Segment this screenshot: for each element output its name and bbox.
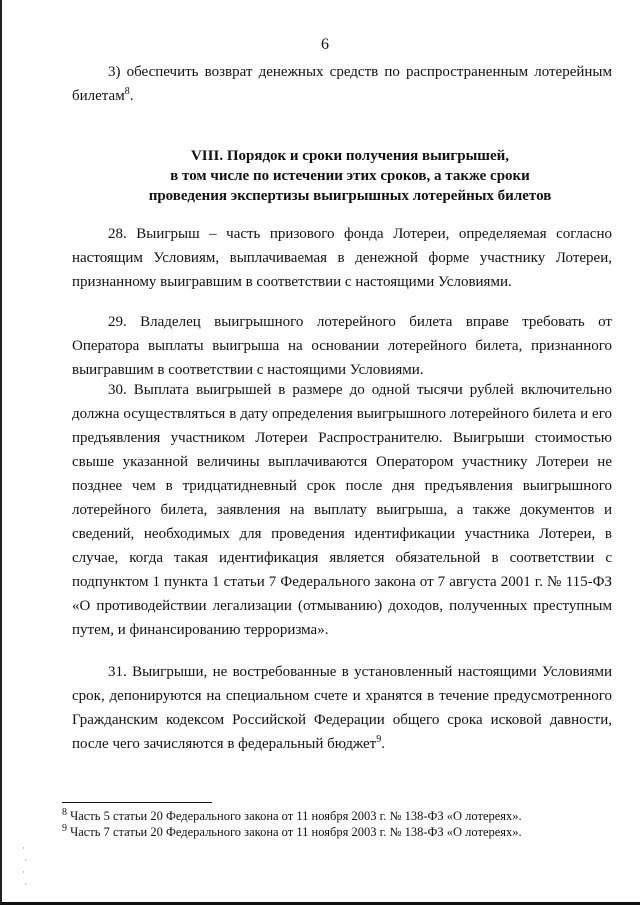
footnote-9-marker: 9 [62,822,67,834]
scan-margin-specks: · · · · [22,843,28,889]
page-number: 6 [321,36,329,53]
paragraph-28: 28. Выигрыш – часть призового фонда Лотереи, определяемая согласно настоящим Условиям, выплачиваемая в денежной форме участнику Лотереи, признанному выигравшим в соответствии с настоящими Условиями. [72,226,612,290]
footnotes [62,808,622,840]
section-heading-line-1: VIII. Порядок и сроки получения выигрышей, [190,148,510,164]
paragraph-31-text: 31. Выигрыши, не востребованные в установленный настоящими Условиями срок, депонируются на специальном счете и хранятся в течение предусмотренного Гражданским кодексом Российской Федерации общего срока исковой давности, после чего зачисляются в федеральный бюджет [72,664,612,752]
intro-item-text: 3) обеспечить возврат денежных средств по распространенным лотерейным билетам [72,64,612,104]
intro-item-tail: . [129,88,134,104]
footnote-9 [62,824,622,840]
footnote-separator [62,802,212,803]
paragraph-31-tail: . [381,736,385,752]
footnote-9-text: Часть 7 статьи 20 Федерального закона от 11 ноября 2003 г. № 138-ФЗ «О лотереях». [67,825,522,839]
paragraph-29: 29. Владелец выигрышного лотерейного билета вправе требовать от Оператора выплаты выигрыша на основании лотерейного билета, признанного выигравшим в соответствии с настоящими Условиями. [72,314,612,378]
section-heading-line-2: в том числе по истечении этих сроков, а также сроки [170,168,530,184]
section-heading [80,146,620,206]
footnote-8 [62,808,622,824]
section-heading-line-3: проведения экспертизы выигрышных лотерейных билетов [148,188,552,204]
intro-item-paragraph [72,60,612,108]
paragraph-31 [72,660,612,756]
footnote-8-text: Часть 5 статьи 20 Федерального закона от 11 ноября 2003 г. № 138-ФЗ «О лотереях». [67,809,522,823]
footnote-ref-8: 8 [124,86,130,97]
paragraph-30: 30. Выплата выигрышей в размере до одной тысячи рублей включительно должна осуществляться в дату определения выигрышного лотерейного билета и его предъявления участником Лотереи Распространителю. Выигрыши стоимостью свыше указанной величины выплачиваются Оператором участнику Лотереи не позднее чем в тридцатидневный срок после дня предъявления выигрышного лотерейного билета, заявления на выплату выигрыша, а также документов и сведений, необходимых для проведения идентификации участника Лотереи, в случае, когда такая идентификация является обязательной в соответствии с подпунктом 1 пункта 1 статьи 7 Федерального закона от 7 августа 2001 г. № 115-ФЗ «О противодействии легализации (отмыванию) доходов, полученных преступным путем, и финансированию терроризма». [72,382,612,638]
footnote-ref-9: 9 [376,734,382,745]
footnote-8-marker: 8 [62,806,67,818]
